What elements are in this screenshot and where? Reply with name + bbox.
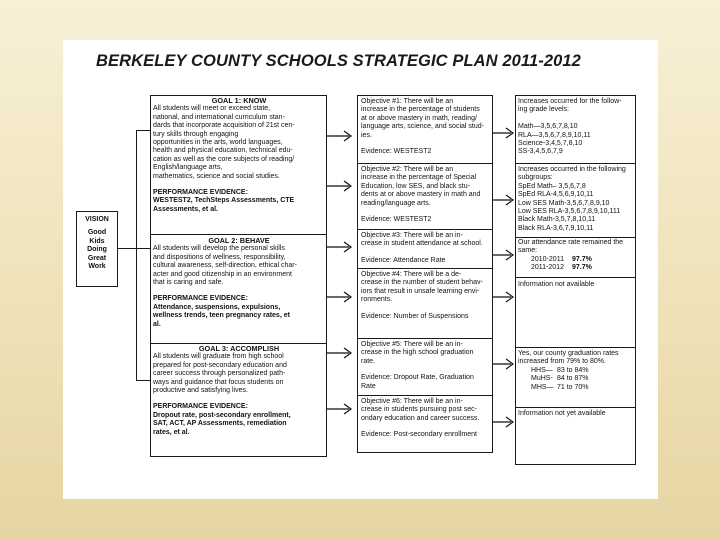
result-row xyxy=(518,367,635,375)
arrow-icon xyxy=(493,248,517,262)
objective-line: Objective #5: There will be an in- xyxy=(361,341,463,348)
result-line: subgroups: xyxy=(518,174,553,182)
evidence-line: WESTEST2, TechSteps Assessments, CTE xyxy=(153,197,295,205)
objective-evidence: Evidence: Dropout Rate, Graduation xyxy=(361,374,474,382)
result-divider xyxy=(515,277,636,278)
vision-heading: VISION xyxy=(85,216,109,223)
evidence-line: wellness trends, teen pregnancy rates, et xyxy=(153,312,290,320)
goal-body-line: productive and satisfying lives. xyxy=(153,387,248,395)
objective-line: Objective #1: There will be an xyxy=(361,98,454,105)
result-line: Increases occurred for the follow- xyxy=(518,98,622,105)
objective-line: Education, low SES, and black stu- xyxy=(361,182,470,190)
goal-2 xyxy=(153,237,325,329)
arrow-icon xyxy=(493,357,517,371)
results-column xyxy=(515,95,636,465)
evidence-line: Assessments, et al. xyxy=(153,205,218,213)
evidence-line: SAT, ACT, AP Assessments, remediation xyxy=(153,420,287,428)
arrow-icon xyxy=(327,402,357,416)
goal-body-line: that is caring and safe. xyxy=(153,279,224,287)
result-line xyxy=(518,115,635,123)
objective-line: Objective #4: There will be a de- xyxy=(361,271,462,278)
goal-heading: GOAL 2: BEHAVE xyxy=(208,236,270,245)
objective-6 xyxy=(361,398,491,440)
objective-line: increase in the percentage of Special xyxy=(361,174,477,182)
result-row xyxy=(518,384,635,392)
objective-evidence: Evidence: WESTEST2 xyxy=(361,216,432,224)
result-line: Information not available xyxy=(518,281,595,288)
evidence-line: Attendance, suspensions, expulsions, xyxy=(153,303,281,311)
arrow-icon xyxy=(493,193,517,207)
objectives-column xyxy=(357,95,493,453)
objective-evidence: Evidence: Post-secondary enrollment xyxy=(361,431,477,439)
result-row-label: MHS— xyxy=(531,383,554,391)
goal-body-line: mathematics, science and social studies. xyxy=(153,172,280,180)
goal-body-line: cation as well as the core subjects of reading/ xyxy=(153,155,295,163)
objective-evidence: Evidence: WESTEST2 xyxy=(361,148,432,156)
objective-evidence: Rate xyxy=(361,382,376,390)
result-divider xyxy=(515,163,636,164)
goal-body-line: English/language arts, xyxy=(153,164,223,172)
vision-line: Work xyxy=(88,263,106,271)
objective-line: increase in the percentage of students xyxy=(361,106,480,114)
goal-body-line: health and physical education, technical edu- xyxy=(153,147,293,155)
result-line: Black Math-3,5,7,8,10,11 xyxy=(518,216,596,224)
goal-body-line: All students will develop the personal skills xyxy=(153,245,285,253)
evidence-label: PERFORMANCE EVIDENCE: xyxy=(153,295,248,303)
goal-body-line: career success through personalized path- xyxy=(153,370,286,378)
arrow-icon xyxy=(493,290,517,304)
objective-line: at or above mastery in math, reading/ xyxy=(361,114,477,122)
result-line: Math—3,5,6,7,8,10 xyxy=(518,123,578,131)
arrow-icon xyxy=(493,415,517,429)
objective-2 xyxy=(361,166,491,224)
objective-line: language arts, science, and social stud- xyxy=(361,123,484,131)
objective-line: crease in the high school graduation xyxy=(361,349,474,357)
objective-evidence: Evidence: Number of Suspensions xyxy=(361,312,469,320)
result-line: Yes, our county graduation rates xyxy=(518,350,619,357)
result-3 xyxy=(518,239,635,273)
result-line: increased from 79% to 80%. xyxy=(518,358,606,366)
result-row-value: 71 to 70% xyxy=(557,383,589,391)
goal-body-line: dards that incorporate acquisition of 21st cen- xyxy=(153,122,295,130)
evidence-label: PERFORMANCE EVIDENCE: xyxy=(153,189,248,197)
objective-4 xyxy=(361,271,491,321)
page-title: BERKELEY COUNTY SCHOOLS STRATEGIC PLAN 2011-2012 xyxy=(96,52,581,70)
result-row xyxy=(518,375,635,383)
vision-line: Kids xyxy=(89,237,105,245)
goal-body-line: opportunities in the arts, world languages, xyxy=(153,139,283,147)
vision-box xyxy=(76,211,118,287)
evidence-line: Dropout rate, post-secondary enrollment, xyxy=(153,411,291,419)
arrow-icon xyxy=(493,126,517,140)
goal-body-line: cultural awareness, self-direction, ethical char- xyxy=(153,262,297,270)
result-4 xyxy=(518,281,635,289)
goal-1 xyxy=(153,97,325,214)
connector-line xyxy=(136,380,150,381)
goal-body-line: prepared for post-secondary education and xyxy=(153,361,287,369)
result-divider xyxy=(515,237,636,238)
goal-body-line: All students will meet or exceed state, xyxy=(153,105,271,113)
goal-body-line: ways and guidance that focus students on xyxy=(153,378,284,386)
result-line: Information not yet available xyxy=(518,410,606,417)
vision-line: Doing xyxy=(87,246,107,254)
result-row xyxy=(518,256,635,264)
vision-line: Great xyxy=(87,254,107,262)
evidence-line: al. xyxy=(153,320,161,328)
objective-line: Objective #3: There will be an in- xyxy=(361,232,463,239)
objective-divider xyxy=(357,338,493,339)
goal-heading: GOAL 3: ACCOMPLISH xyxy=(198,344,280,353)
result-5 xyxy=(518,350,635,392)
objective-line: Objective #6: There will be an in- xyxy=(361,398,463,405)
result-2 xyxy=(518,166,635,233)
objective-divider xyxy=(357,395,493,396)
result-line: Science-3,4,5,7,8,10 xyxy=(518,140,583,148)
result-row-label: HHS— xyxy=(531,366,553,374)
result-row-label: MuHS- xyxy=(531,375,553,383)
result-row-value: 97.7% xyxy=(572,264,592,272)
objective-line: crease in the number of student behav- xyxy=(361,279,483,287)
arrow-icon xyxy=(327,240,357,254)
result-row-label: 2011-2012 xyxy=(531,264,564,272)
objective-evidence: Evidence: Attendance Rate xyxy=(361,256,446,264)
result-line: Black RLA-3,6,7,9,10,11 xyxy=(518,224,594,232)
result-line: ing grade levels: xyxy=(518,106,569,114)
connector-line xyxy=(136,130,150,131)
result-divider xyxy=(515,347,636,348)
arrow-icon xyxy=(327,346,357,360)
goal-3 xyxy=(153,345,325,437)
objective-line: ronments. xyxy=(361,296,393,304)
vision-line: Good xyxy=(87,229,107,237)
connector-line xyxy=(136,130,137,380)
result-line: Our attendance rate remained the xyxy=(518,239,624,246)
arrow-icon xyxy=(327,179,357,193)
goal-divider xyxy=(150,234,327,235)
goal-body-line: tury skills through engaging xyxy=(153,130,239,138)
objective-line: ies. xyxy=(361,131,372,139)
result-line: Low SES RLA-3,5,6,7,8,9,10,111 xyxy=(518,208,621,216)
objective-divider xyxy=(357,268,493,269)
objective-line: crease in students pursuing post sec- xyxy=(361,406,477,414)
goals-column xyxy=(150,95,327,457)
result-row-value: 84 to 87% xyxy=(557,375,589,383)
result-row xyxy=(518,264,635,272)
objective-line: rate. xyxy=(361,357,376,365)
connector-line xyxy=(118,248,136,249)
result-line: RLA—3,5,6,7,8,9,10,11 xyxy=(518,131,591,139)
arrow-icon xyxy=(327,290,357,304)
result-line: SS-3,4,5,6,7,9 xyxy=(518,148,563,156)
result-6 xyxy=(518,410,635,418)
result-row-label: 2010-2011 xyxy=(531,255,564,263)
objective-5 xyxy=(361,341,491,391)
objective-divider xyxy=(357,229,493,230)
evidence-line: rates, et al. xyxy=(153,428,190,436)
result-line: Increases occurred in the following xyxy=(518,166,626,173)
goal-body-line: national, and international curriculum stan- xyxy=(153,113,285,121)
result-row-value: 97.7% xyxy=(572,255,592,263)
result-1 xyxy=(518,98,635,157)
goal-heading: GOAL 1: KNOW xyxy=(211,96,267,105)
objective-divider xyxy=(357,163,493,164)
objective-line: dents at or above mastery in math and xyxy=(361,191,481,199)
objective-line: Objective #2: There will be an xyxy=(361,166,454,173)
arrow-icon xyxy=(327,129,357,143)
result-line: SpEd RLA-4,5,6,9,10,11 xyxy=(518,191,594,199)
objective-line: ondary education and career success. xyxy=(361,414,480,422)
result-line: Low SES Math-3,5,6,7,8,9,10 xyxy=(518,199,610,207)
result-row-value: 83 to 84% xyxy=(557,366,589,374)
result-line: SpEd Math– 3,5,6,7,8 xyxy=(518,182,586,190)
result-line: same: xyxy=(518,247,538,255)
objective-line: crease in student attendance at school. xyxy=(361,240,483,248)
objective-line: iors that result in unsafe learning envi- xyxy=(361,287,480,295)
goal-body-line: and dispositions of wellness, responsibility, xyxy=(153,253,286,261)
goal-body-line: acter and good citizenship in an environment xyxy=(153,270,292,278)
objective-line: reading/language arts. xyxy=(361,199,431,207)
result-divider xyxy=(515,407,636,408)
goal-body-line: All students will graduate from high school xyxy=(153,353,284,361)
connector-line xyxy=(136,248,150,249)
evidence-label: PERFORMANCE EVIDENCE: xyxy=(153,403,248,411)
objective-3 xyxy=(361,232,491,265)
objective-1 xyxy=(361,98,491,156)
